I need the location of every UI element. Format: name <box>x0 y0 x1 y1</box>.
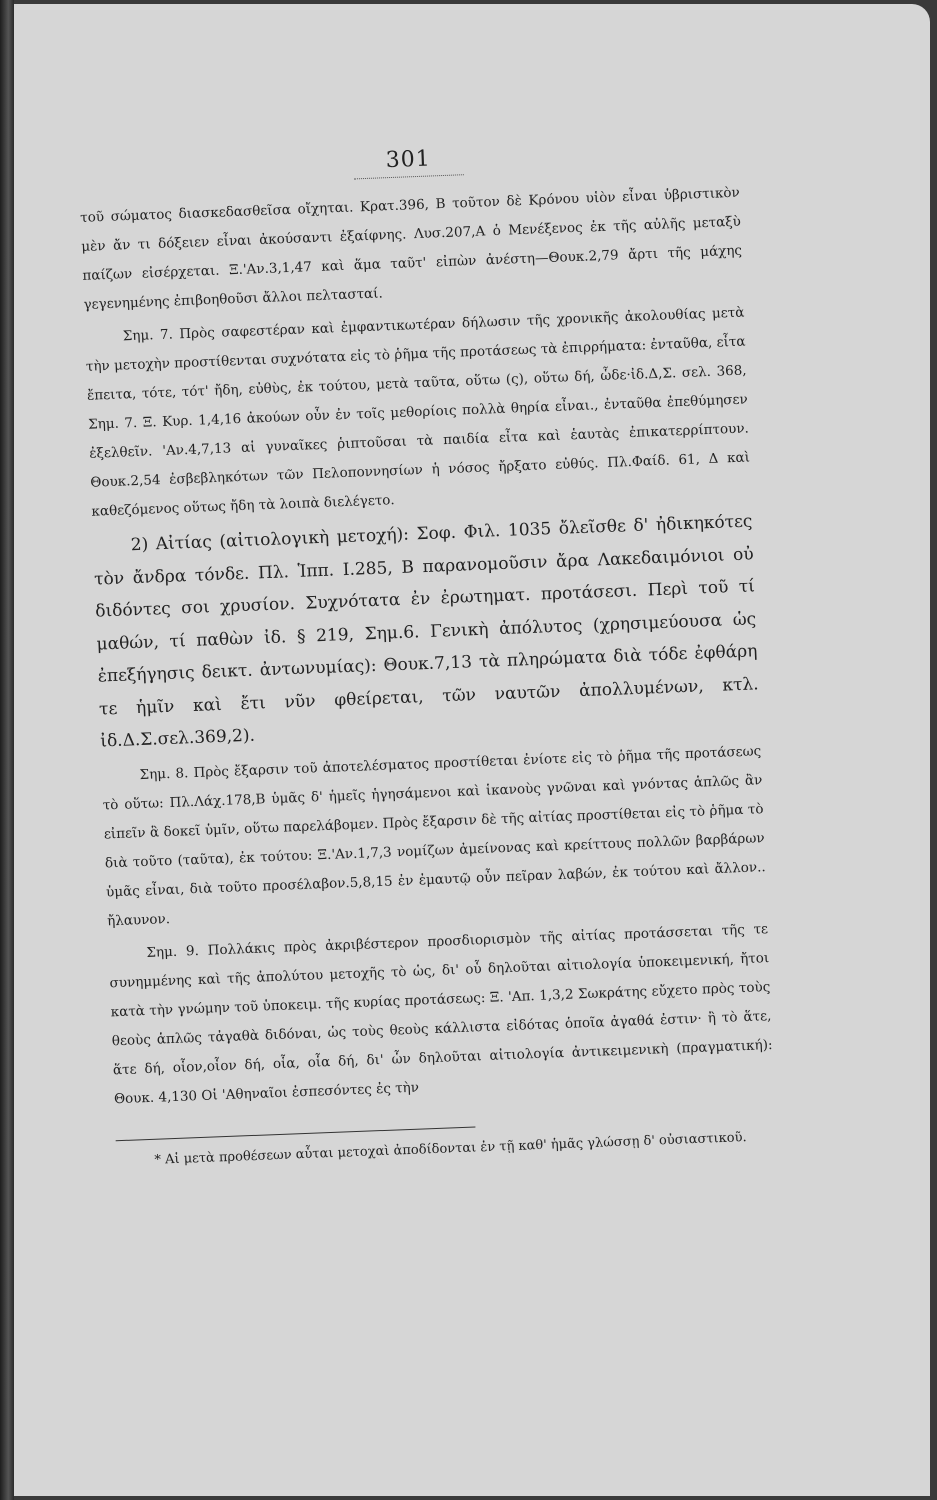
section-2-aitias: 2) Αἰτίας (αἰτιολογικὴ μετοχή): Σοφ. Φιλ. 1035 ὄλεῖσθε δ' ἠδικηκότες τὸν ἄνδρα τόνδε. Πλ. Ἱππ. Ι.285, Β παρανομοῦσιν ἄρα Λακεδαιμόνιοι οὐ διδόντες σοι χρυσίον. Συχνότατα ἐν ἐρωτηματ. προτάσεσι. Περὶ τοῦ τί μαθών, τί παθὼν ἰδ. § 219, Σημ.6. Γενικὴ ἀπόλυτος (χρησιμεύουσα ὡς ἐπεξήγησις δεικτ. ἀντωνυμίας): Θουκ.7,13 τὰ πληρώματα διὰ τόδε ἐφθάρη τε ἡμῖν καὶ ἔτι νῦν φθείρεται, τῶν ναυτῶν ἀπολλυμένων, κτλ. ἰδ.Δ.Σ.σελ.369,2). <box>93 511 759 752</box>
page-number: 301 <box>385 146 432 174</box>
note-8: Σημ. 8. Πρὸς ἔξαρσιν τοῦ ἀποτελέσματος προστίθεται ἐνίοτε εἰς τὸ ῥῆμα τῆς προτάσεως τὸ οὕτω: Πλ.Λάχ.178,Β ὑμᾶς δ' ἡμεῖς ἡγησάμενοι καὶ ἱκανοὺς γνῶναι καὶ γνόντας ἁπλῶς ἂν εἰπεῖν ἃ δοκεῖ ὑμῖν, οὕτω παρελάβομεν. Πρὸς ἔξαρσιν δὲ τῆς αἰτίας προστίθεται εἰς τὸ ῥῆμα τὸ διὰ τοῦτο (ταῦτα), ἐκ τούτου: Ξ.'Αν.1,7,3 νομίζων ἀμείνονας καὶ κρείττους πολλῶν βαρβάρων ὑμᾶς εἶναι, διὰ τοῦτο προσέλαβον.5,8,15 ἐν ἐμαυτῷ οὖν πεῖραν λαβών, ἐκ τούτου καὶ ἄλλον.. ἤλαυνον. <box>102 742 766 929</box>
note-7: Σημ. 7. Πρὸς σαφεστέραν καὶ ἐμφαντικωτέραν δήλωσιν τῆς χρονικῆς ἀκολουθίας μετὰ τὴν μετοχὴν προστίθενται συχνότατα εἰς τὸ ῥῆμα τῆς προτάσεως τὰ ἐπιρρήματα: ἐνταῦθα, εἶτα ἔπειτα, τότε, τότ' ἤδη, εὐθὺς, ἐκ τούτου, μετὰ ταῦτα, οὕτω (ς), οὕτω δή, ὧδε·ἰδ.Δ,Σ. σελ. 368, Σημ. 7. Ξ. Κυρ. 1,4,16 ἀκούων οὖν ἐν τοῖς μεθορίοις πολλὰ θηρία εἶναι., ἐνταῦθα ἐπεθύμησεν ἐξελθεῖν. 'Αν.4,7,13 αἱ γυναῖκες ῥιπτοῦσαι τὰ παιδία εἶτα καὶ ἑαυτὰς ἐπικατερρίπτουν. Θουκ.2,54 ἐσβεβληκότων τῶν Πελοποννησίων ἡ νόσος ἤρξατο εὐθύς. Πλ.Φαίδ. 61, Δ καὶ καθεζόμενος οὕτως ἤδη τὰ λοιπὰ διελέγετο. <box>85 304 751 520</box>
footnote: * Αἱ μετὰ προθέσεων αὗται μετοχαὶ ἀποδίδονται ἐν τῇ καθ' ἡμᾶς γλώσσῃ δ' οὐσιαστικοῦ. <box>154 1129 747 1168</box>
book-page <box>14 4 930 1496</box>
page-text-block <box>78 135 776 1175</box>
note-9: Σημ. 9. Πολλάκις πρὸς ἀκριβέστερον προσδιορισμὸν τῆς αἰτίας προτάσσεται τῆς τε συνημμένης καὶ τῆς ἀπολύτου μετοχῆς τὸ ὡς, δι' οὗ δηλοῦται αἰτιολογία ὑποκειμενική, ἤτοι κατὰ τὴν γνώμην τοῦ ὑποκειμ. τῆς κυρίας προτάσεως: Ξ. 'Απ. 1,3,2 Σωκράτης εὔχετο πρὸς τοὺς θεοὺς ἁπλῶς τἀγαθὰ διδόναι, ὡς τοὺς θεοὺς κάλλιστα εἰδότας ὁποῖα ἀγαθά ἐστιν· ἢ τὸ ἅτε, ἅτε δή, οἷον,οἷον δή, οἷα, οἷα δή, δι' ὧν δηλοῦται αἰτιολογία ἀντικειμενικὴ (πραγματική): Θουκ. 4,130 Οἱ 'Αθηναῖοι ἐσπεσόντες ἐς τὴν <box>109 920 773 1107</box>
book-binding-edge <box>0 0 14 1500</box>
paragraph-continuation: τοῦ σώματος διασκεδασθεῖσα οἴχηται. Κρατ.396, Β τοῦτον δὲ Κρόνου υἱὸν εἶναι ὑβριστικὸν μὲν ἄν τι δόξειεν εἶναι ἀκούσαντι ἐξαίφνης. Λυσ.207,Α ὁ Μενέξενος ἐκ τῆς αὐλῆς μεταξὺ παίζων εἰσέρχεται. Ξ.'Αν.3,1,47 καὶ ἅμα ταῦτ' εἰπὼν ἀνέστη—Θουκ.2,79 ἄρτι τῆς μάχης γεγενημένης ἐπιβοηθοῦσι ἄλλοι πελτασταί. <box>79 184 743 313</box>
page-number-rule <box>354 174 464 179</box>
